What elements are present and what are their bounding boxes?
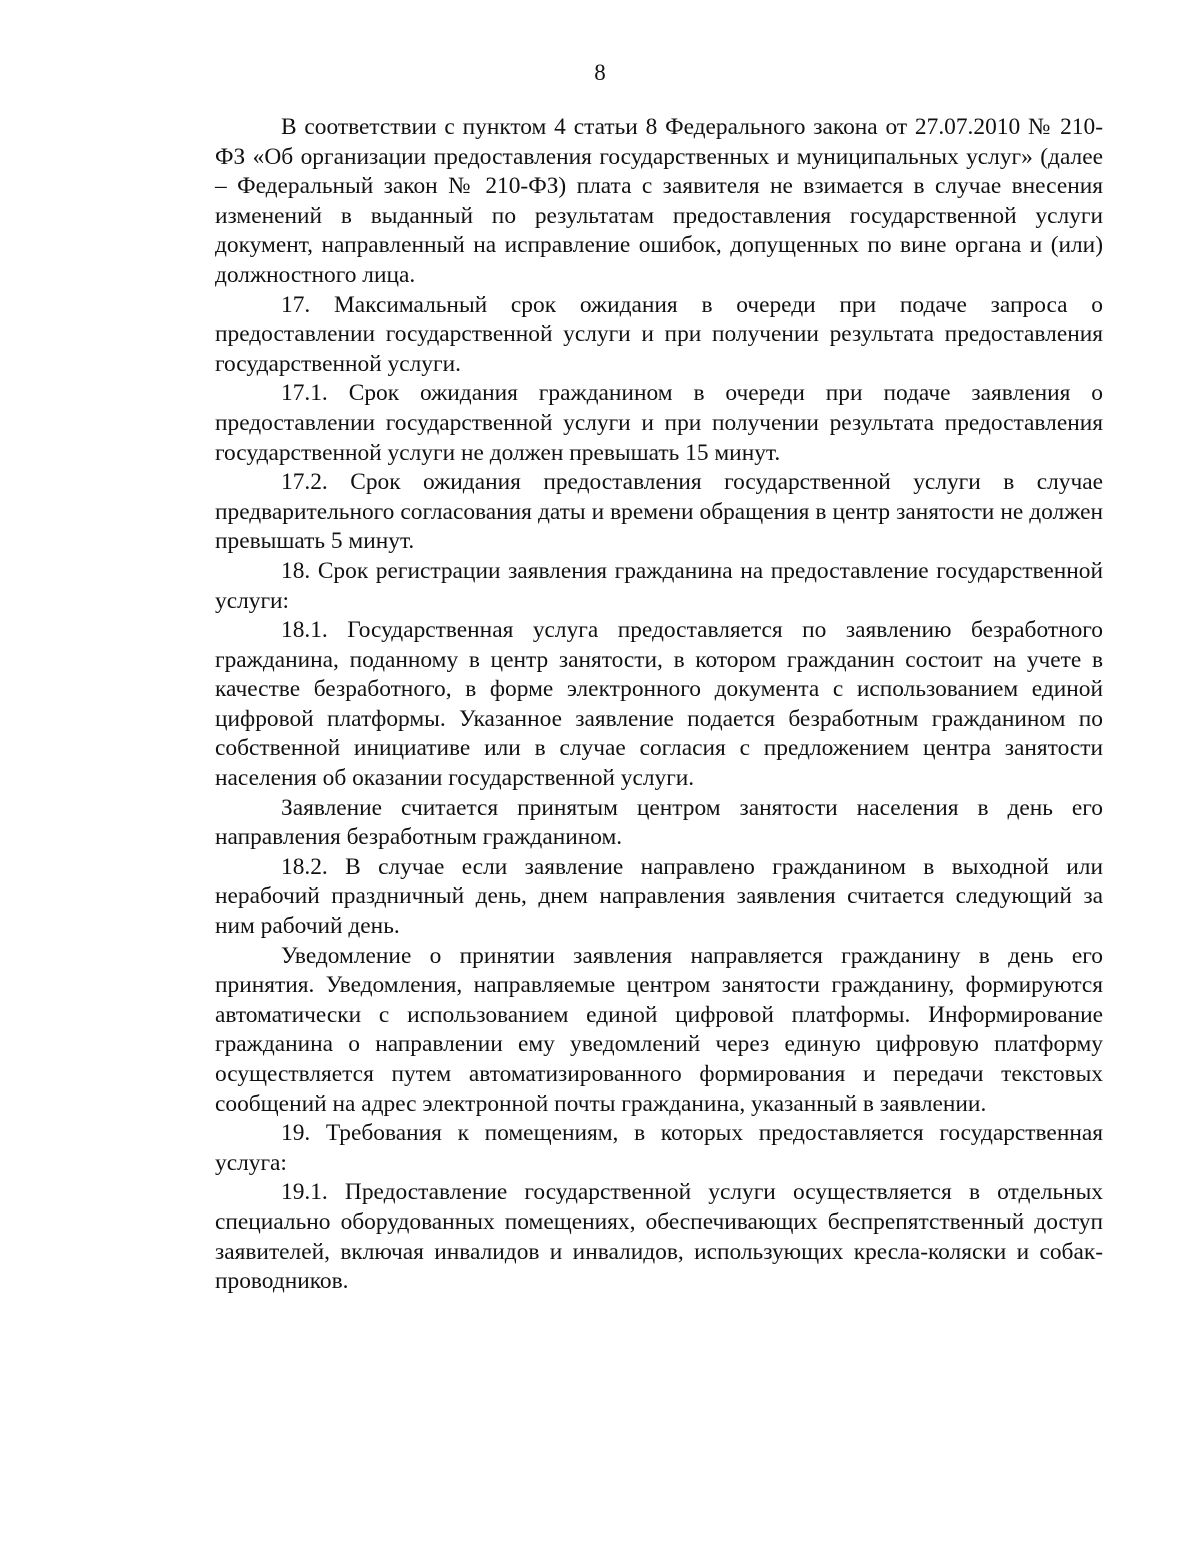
paragraph-18-2: 18.2. В случае если заявление направлено гражданином в выходной или нерабочий праздничный день, днем направления заявления считается следующий за ним рабочий день.: [215, 853, 1103, 940]
paragraph-19-1: 19.1. Предоставление государственной услуги осуществляется в отдельных специально оборудованных помещениях, обеспечивающих беспрепятственный доступ заявителей, включая инвалидов и инвалидов, использующих кресла-коляски и собак-проводников.: [215, 1179, 1103, 1295]
paragraph-18: 18. Срок регистрации заявления гражданина на предоставление государственной услуги:: [215, 557, 1103, 614]
page-number: 8: [594, 60, 606, 85]
document-body: [215, 113, 1103, 1297]
paragraph-17-1: 17.1. Срок ожидания гражданином в очереди при подаче заявления о предоставлении государственной услуги и при получении результата предоставления государственной услуги не должен превышать 15 минут.: [215, 380, 1103, 466]
paragraph-17-2: 17.2. Срок ожидания предоставления государственной услуги в случае предварительного согласования даты и времени обращения в центр занятости не должен превышать 5 минут.: [215, 469, 1103, 555]
paragraph-18-1: 18.1. Государственная услуга предоставляется по заявлению безработного гражданина, поданному в центр занятости, в котором гражданин состоит на учете в качестве безработного, в форме электронного документа с использованием единой цифровой платформы. Указанное заявление подается безработным гражданином по собственной инициативе или в случае согласия с предложением центра занятости населения об оказании государственной услуги.: [215, 617, 1103, 792]
paragraph-19: 19. Требования к помещениям, в которых предоставляется государственная услуга:: [215, 1120, 1103, 1176]
paragraph-notification: Уведомление о принятии заявления направляется гражданину в день его принятия. Уведомления, направляемые центром занятости гражданину, формируются автоматически с использованием единой цифровой платформы. Информирование гражданина о направлении ему уведомлений через единую цифровую платформу осуществляется путем автоматизированного формирования и передачи текстовых сообщений на адрес электронной почты гражданина, указанный в заявлении.: [215, 942, 1103, 1117]
paragraph-fee-exemption: В соответствии с пунктом 4 статьи 8 Федерального закона от 27.07.2010 № 210-ФЗ «Об организации предоставления государственных и муниципальных услуг» (далее – Федеральный закон № 210-ФЗ) плата с заявителя не взимается в случае внесения изменений в выданный по результатам предоставления государственной услуги документ, направленный на исправление ошибок, допущенных по вине органа и (или) должностного лица.: [215, 114, 1103, 288]
paragraph-17: 17. Максимальный срок ожидания в очереди при подаче запроса о предоставлении государственной услуги и при получении результата предоставления государственной услуги.: [215, 291, 1103, 377]
paragraph-application-accepted: Заявление считается принятым центром занятости населения в день его направления безработным гражданином.: [215, 794, 1103, 851]
